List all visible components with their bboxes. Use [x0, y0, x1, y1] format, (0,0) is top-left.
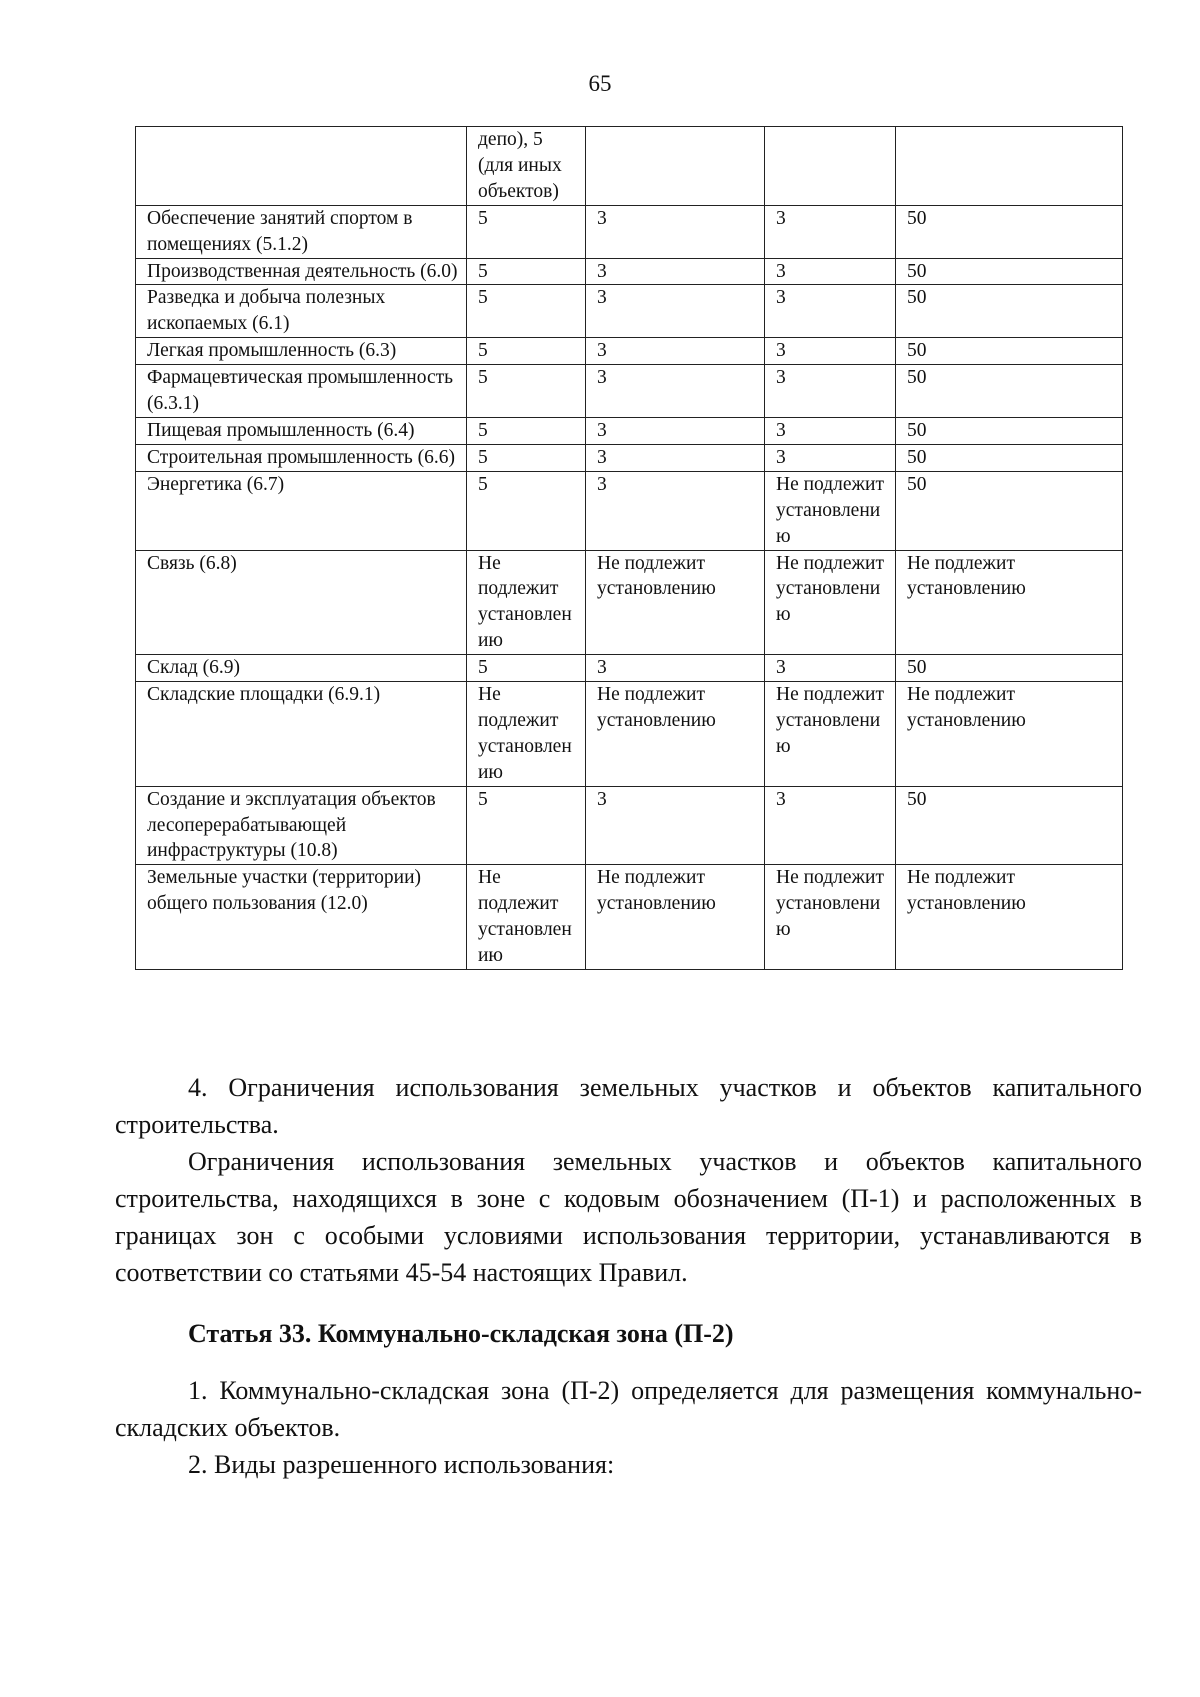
table-cell: 5	[467, 655, 586, 682]
table-cell	[586, 127, 765, 206]
table-cell-use-type: Разведка и добыча полезных ископаемых (6.1)	[136, 285, 467, 338]
section-4-title-paragraph: 4. Ограничения использования земельных участков и объектов капитального строительства.	[115, 1073, 1142, 1139]
table-cell: Не подлежит установлению	[765, 865, 896, 970]
table-row	[136, 205, 1123, 258]
table-cell-use-type: Связь (6.8)	[136, 550, 467, 655]
article-paragraph-2: 2. Виды разрешенного использования:	[188, 1450, 615, 1479]
table-cell: 3	[586, 338, 765, 365]
table-cell: 3	[765, 655, 896, 682]
table-cell-use-type: Склад (6.9)	[136, 655, 467, 682]
table-cell: 5	[467, 365, 586, 418]
table-cell: 3	[765, 444, 896, 471]
table-row	[136, 285, 1123, 338]
table-cell: Не подлежит установлению	[586, 682, 765, 787]
table-cell-use-type: Фармацевтическая промышленность (6.3.1)	[136, 365, 467, 418]
table-cell: Не подлежит установлению	[896, 682, 1123, 787]
table-cell: Не подлежит установлению	[467, 865, 586, 970]
table-cell: 50	[896, 444, 1123, 471]
table-row	[136, 471, 1123, 550]
table-cell: 3	[586, 417, 765, 444]
article-heading: Статья 33. Коммунально-складская зона (П-2)	[188, 1319, 734, 1348]
article-33	[115, 1315, 1142, 1483]
table-cell: 3	[586, 285, 765, 338]
table-cell-use-type: Земельные участки (территории) общего пользования (12.0)	[136, 865, 467, 970]
table-cell: 3	[765, 786, 896, 865]
table-cell: 3	[586, 258, 765, 285]
table-cell: Не подлежит установлению	[765, 682, 896, 787]
table-cell: 50	[896, 471, 1123, 550]
table-row	[136, 786, 1123, 865]
table-cell: 3	[586, 786, 765, 865]
table-cell: 5	[467, 471, 586, 550]
table-cell: 3	[765, 417, 896, 444]
table-row	[136, 550, 1123, 655]
table-cell: 5	[467, 786, 586, 865]
table-cell-use-type: Складские площадки (6.9.1)	[136, 682, 467, 787]
section-4-body-paragraph: Ограничения использования земельных участков и объектов капитального строительства, находящихся в зоне с кодовым обозначением (П-1) и расположенных в границах зон с особыми условиями использования территории, устанавливаются в соответствии со статьями 45-54 настоящих Правил.	[115, 1147, 1142, 1287]
article-paragraph-1: 1. Коммунально-складская зона (П-2) определяется для размещения коммунально-складских объектов.	[115, 1376, 1142, 1442]
table-cell: 50	[896, 285, 1123, 338]
table-cell: 50	[896, 655, 1123, 682]
permitted-use-table	[135, 126, 1123, 970]
table-cell-use-type: Обеспечение занятий спортом в помещениях (5.1.2)	[136, 205, 467, 258]
table-cell: 50	[896, 258, 1123, 285]
table-row	[136, 338, 1123, 365]
table-row	[136, 655, 1123, 682]
table-cell-use-type: Пищевая промышленность (6.4)	[136, 417, 467, 444]
table-cell: 3	[586, 471, 765, 550]
table-cell: 3	[765, 338, 896, 365]
table-cell: Не подлежит установлению	[467, 550, 586, 655]
table-cell: 5	[467, 417, 586, 444]
table-row	[136, 444, 1123, 471]
table-cell: 50	[896, 786, 1123, 865]
table-row	[136, 682, 1123, 787]
table-cell: 5	[467, 258, 586, 285]
table-cell: Не подлежит установлению	[467, 682, 586, 787]
table-cell: 5	[467, 338, 586, 365]
table-cell: депо), 5 (для иных объектов)	[467, 127, 586, 206]
table-cell: 3	[586, 205, 765, 258]
table-cell: Не подлежит установлению	[586, 550, 765, 655]
table-row	[136, 127, 1123, 206]
table-cell-use-type: Производственная деятельность (6.0)	[136, 258, 467, 285]
table-cell	[765, 127, 896, 206]
table-cell	[896, 127, 1123, 206]
table-cell: 3	[586, 655, 765, 682]
table-cell: 3	[765, 205, 896, 258]
table-cell: Не подлежит установлению	[586, 865, 765, 970]
table-row	[136, 865, 1123, 970]
page-number: 65	[588, 71, 612, 96]
table-cell: 50	[896, 205, 1123, 258]
table-cell: 3	[765, 285, 896, 338]
table-cell-use-type: Легкая промышленность (6.3)	[136, 338, 467, 365]
table-cell-use-type	[136, 127, 467, 206]
table-cell: 5	[467, 444, 586, 471]
table-cell: Не подлежит установлению	[896, 865, 1123, 970]
table-cell: 3	[765, 365, 896, 418]
table-cell: 3	[586, 365, 765, 418]
table-row	[136, 365, 1123, 418]
table-cell-use-type: Создание и эксплуатация объектов лесоперерабатывающей инфраструктуры (10.8)	[136, 786, 467, 865]
section-4	[115, 1069, 1142, 1291]
table-cell: 5	[467, 285, 586, 338]
table-row	[136, 417, 1123, 444]
table-row	[136, 258, 1123, 285]
table-cell: 50	[896, 338, 1123, 365]
table-cell: Не подлежит установлению	[765, 550, 896, 655]
table-cell: 50	[896, 365, 1123, 418]
table-cell: 50	[896, 417, 1123, 444]
table-cell: 3	[765, 258, 896, 285]
table-cell-use-type: Строительная промышленность (6.6)	[136, 444, 467, 471]
table-cell: Не подлежит установлению	[896, 550, 1123, 655]
table-cell: 3	[586, 444, 765, 471]
table-cell: 5	[467, 205, 586, 258]
table-cell-use-type: Энергетика (6.7)	[136, 471, 467, 550]
table-cell: Не подлежит установлению	[765, 471, 896, 550]
